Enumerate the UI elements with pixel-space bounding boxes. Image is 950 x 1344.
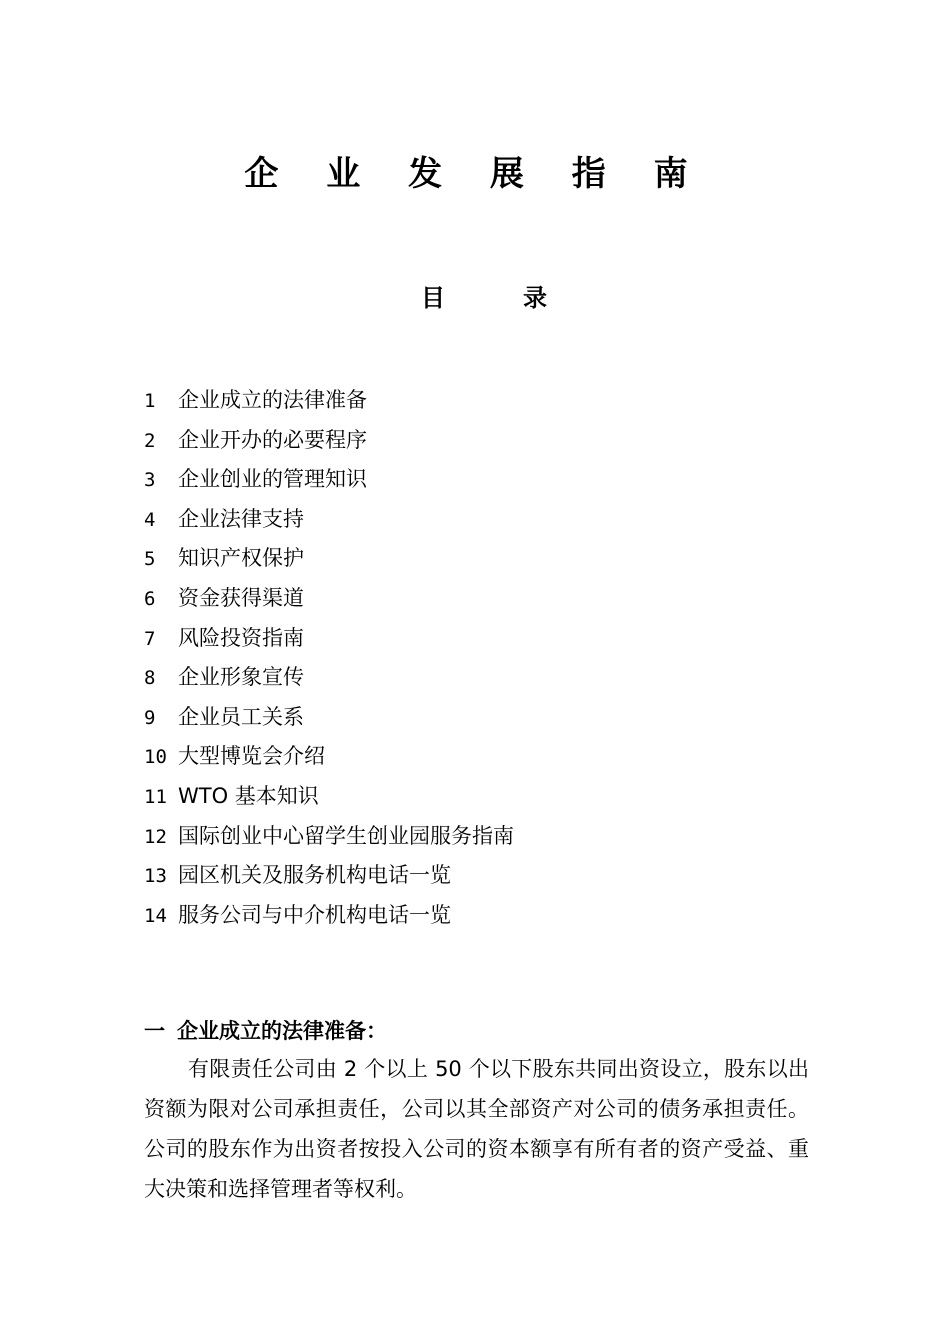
toc-item-text: 大型博览会介绍 [178, 744, 325, 769]
toc-item-number: 11 [144, 785, 167, 808]
toc-item [144, 619, 514, 659]
toc-item-text: 园区机关及服务机构电话一览 [178, 863, 451, 888]
toc-item [144, 777, 514, 817]
toc-item-number: 7 [144, 627, 156, 650]
toc-item-number: 3 [144, 469, 156, 492]
toc-item [144, 856, 514, 896]
toc-item [144, 500, 514, 540]
toc-item-number: 9 [144, 706, 156, 729]
toc-item-number: 13 [144, 865, 167, 888]
toc-item [144, 381, 514, 421]
toc-item-text: 企业成立的法律准备 [178, 388, 367, 412]
toc-item-number: 6 [144, 587, 156, 610]
toc-item [144, 579, 514, 619]
document-title: 企 业 发 展 指 南 [244, 154, 706, 194]
toc-item [144, 460, 514, 500]
toc-heading-char-1: 目 [421, 284, 445, 312]
section-number: 一 [144, 1019, 165, 1043]
toc-item-number: 10 [144, 746, 167, 769]
toc-item-text: 知识产权保护 [178, 546, 304, 571]
toc-item [144, 817, 514, 857]
toc-item [144, 896, 514, 936]
toc-item-text: 国际创业中心留学生创业园服务指南 [178, 823, 514, 848]
toc-item-text: 服务公司与中介机构电话一览 [178, 902, 451, 927]
toc-item [144, 421, 514, 461]
toc-item-text: 企业形象宣传 [178, 665, 304, 690]
toc-item-text: 企业员工关系 [178, 704, 304, 729]
toc-item-number: 14 [144, 904, 167, 927]
toc-item [144, 698, 514, 738]
section-title: 企业成立的法律准备： [177, 1019, 387, 1043]
toc-item [144, 539, 514, 579]
toc-item-number: 2 [144, 429, 156, 452]
toc-item-text: WTO 基本知识 [178, 783, 319, 808]
toc-heading [0, 278, 950, 318]
toc-item-text: 企业开办的必要程序 [178, 427, 367, 452]
toc-item-number: 12 [144, 825, 167, 848]
toc-item-number: 8 [144, 667, 156, 690]
toc-item-number: 5 [144, 548, 156, 571]
toc-item-text: 企业法律支持 [178, 506, 304, 531]
section-heading [144, 1011, 387, 1051]
toc-item-text: 企业创业的管理知识 [178, 467, 367, 492]
toc-item [144, 737, 514, 777]
toc-item-text: 风险投资指南 [178, 625, 304, 650]
toc-item-text: 资金获得渠道 [178, 585, 304, 610]
toc-item-number: 1 [144, 390, 156, 412]
table-of-contents [144, 381, 514, 935]
section-paragraph: 有限责任公司由 2 个以上 50 个以下股东共同出资设立，股东以出资额为限对公司承担责任，公司以其全部资产对公司的债务承担责任。公司的股东作为出资者按投入公司的资本额享有所有者的资产受益、重大决策和选择管理者等权利。 [144, 1057, 809, 1201]
toc-item-number: 4 [144, 508, 156, 531]
toc-item [144, 658, 514, 698]
toc-heading-char-2: 录 [523, 284, 547, 312]
